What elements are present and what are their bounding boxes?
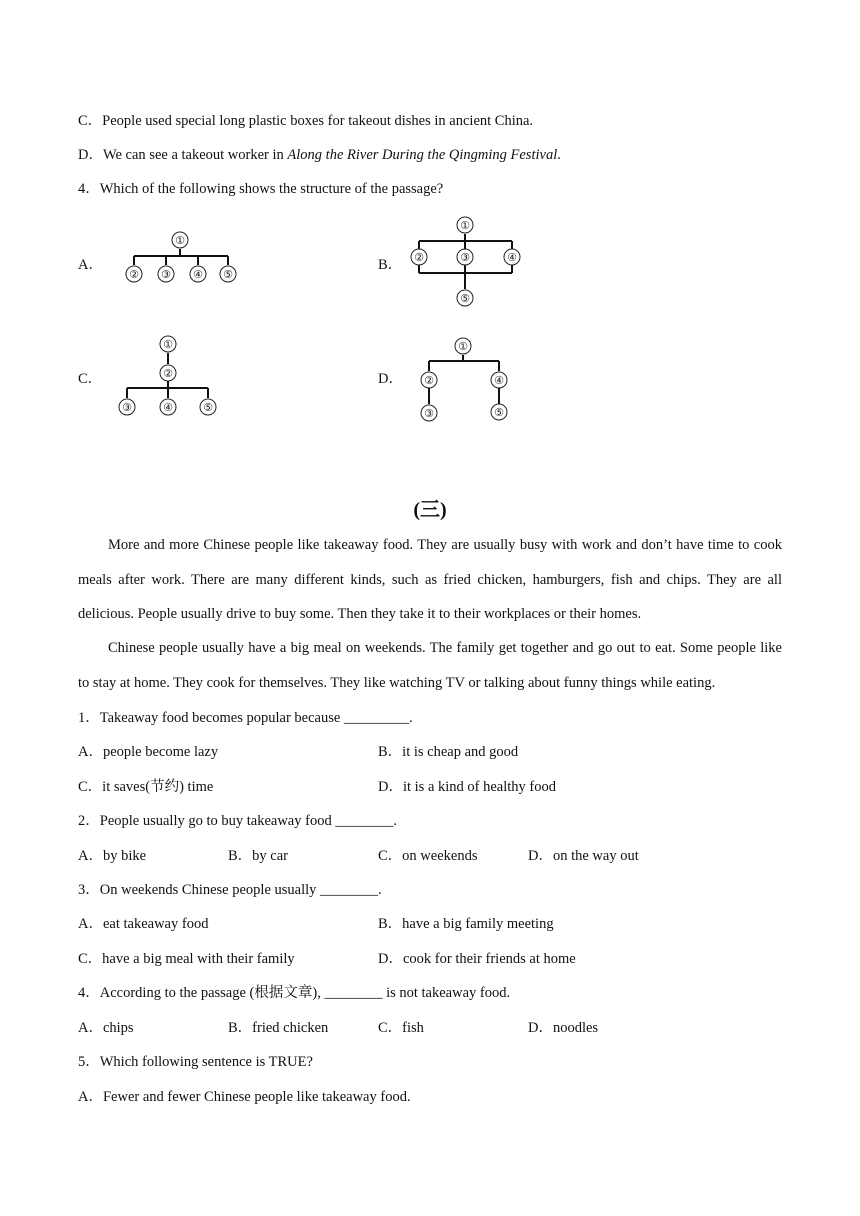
node-label: ⑤ [494,406,504,419]
q4-question: 4．Which of the following shows the structure of the passage? [78,181,444,197]
node-1 [457,217,473,233]
node-label: ④ [494,374,504,387]
node-5 [491,404,507,420]
node-label: ⑤ [460,292,470,305]
question-3-option-b[interactable]: B．have a big family meeting [378,916,554,932]
question-1-option-d[interactable]: D．it is a kind of healthy food [378,779,557,795]
question-3-option-c[interactable]: C．have a big meal with their family [78,951,295,967]
question-3-option-a[interactable]: A．eat takeaway food [78,916,209,932]
q3-option-d-suffix: . [557,147,561,163]
node-3 [421,405,437,421]
node-3 [158,266,174,282]
node-3 [457,249,473,265]
question-2-option-a[interactable]: A．by bike [78,848,147,864]
structure-option-c-label: C． [78,371,103,387]
node-4 [190,266,206,282]
node-label: ④ [163,401,173,414]
passage-paragraph-2: Chinese people usually have a big meal on weekends. The family get together and go out to eat. Some people like to stay at home. They cook for themselves. They like watching TV or talking about funny things while eating. [78,640,782,691]
question-1-stem: 1．Takeaway food becomes popular because _________. [78,710,413,726]
question-3-option-d[interactable]: D．cook for their friends at home [378,951,576,967]
node-label: ③ [460,251,470,264]
structure-diagram-d [413,333,515,425]
question-4-stem: 4．According to the passage (根据文章), ________ is not takeaway food. [78,985,511,1001]
question-1-option-b[interactable]: B．it is cheap and good [378,744,519,760]
node-4 [160,399,176,415]
question-5-stem: 5．Which following sentence is TRUE? [78,1054,313,1070]
question-2-option-c[interactable]: C．on weekends [378,848,478,864]
structure-diagram-b [405,212,527,312]
question-4-option-c[interactable]: C．fish [378,1020,424,1036]
question-2-option-b[interactable]: B．by car [228,848,288,864]
node-label: ⑤ [203,401,213,414]
section-title: (三) [413,499,447,521]
node-1 [172,232,188,248]
structure-diagram-a [118,225,248,287]
q3-option-c: C．People used special long plastic boxes for takeout dishes in ancient China. [78,113,534,129]
node-2 [126,266,142,282]
node-5 [457,290,473,306]
node-label: ⑤ [223,268,233,281]
node-4 [491,372,507,388]
structure-option-d-label: D． [378,371,403,387]
node-3 [119,399,135,415]
structure-option-b-label: B． [378,257,403,273]
node-label: ① [460,219,470,232]
question-1-option-c[interactable]: C．it saves(节约) time [78,779,214,795]
question-3-stem: 3．On weekends Chinese people usually ________. [78,882,382,898]
node-label: ③ [161,268,171,281]
node-2 [160,365,176,381]
question-4-option-d[interactable]: D．noodles [528,1020,599,1036]
passage-paragraph-1: More and more Chinese people like takeaway food. They are usually busy with work and don’t have time to cook meals after work. There are many different kinds, such as fried chicken, hamburgers, fish and chips. They are all delicious. People usually drive to buy some. Then they take it to their workplaces or their homes. [78,537,782,622]
node-label: ④ [507,251,517,264]
question-4-option-a[interactable]: A．chips [78,1020,134,1036]
structure-option-a-label: A． [78,257,103,273]
node-label: ① [163,338,173,351]
node-label: ① [458,340,468,353]
node-label: ④ [193,268,203,281]
node-label: ① [175,234,185,247]
node-label: ② [414,251,424,264]
structure-diagram-c [112,331,224,421]
node-2 [421,372,437,388]
node-label: ③ [424,407,434,420]
node-label: ② [424,374,434,387]
node-1 [160,336,176,352]
question-2-option-d[interactable]: D．on the way out [528,848,639,864]
node-2 [411,249,427,265]
node-4 [504,249,520,265]
question-4-option-b[interactable]: B．fried chicken [228,1020,329,1036]
node-label: ② [163,367,173,380]
q3-option-d [78,145,561,165]
painting-title: Along the River During the Qingming Festival [287,147,558,163]
question-2-stem: 2．People usually go to buy takeaway food ________. [78,813,397,829]
q3-option-d-prefix: D．We can see a takeout worker in [78,147,288,163]
node-label: ③ [122,401,132,414]
node-5 [220,266,236,282]
node-5 [200,399,216,415]
question-1-option-a[interactable]: A．people become lazy [78,744,219,760]
node-1 [455,338,471,354]
question-5-option-a[interactable]: A．Fewer and fewer Chinese people like takeaway food. [78,1089,411,1105]
node-label: ② [129,268,139,281]
